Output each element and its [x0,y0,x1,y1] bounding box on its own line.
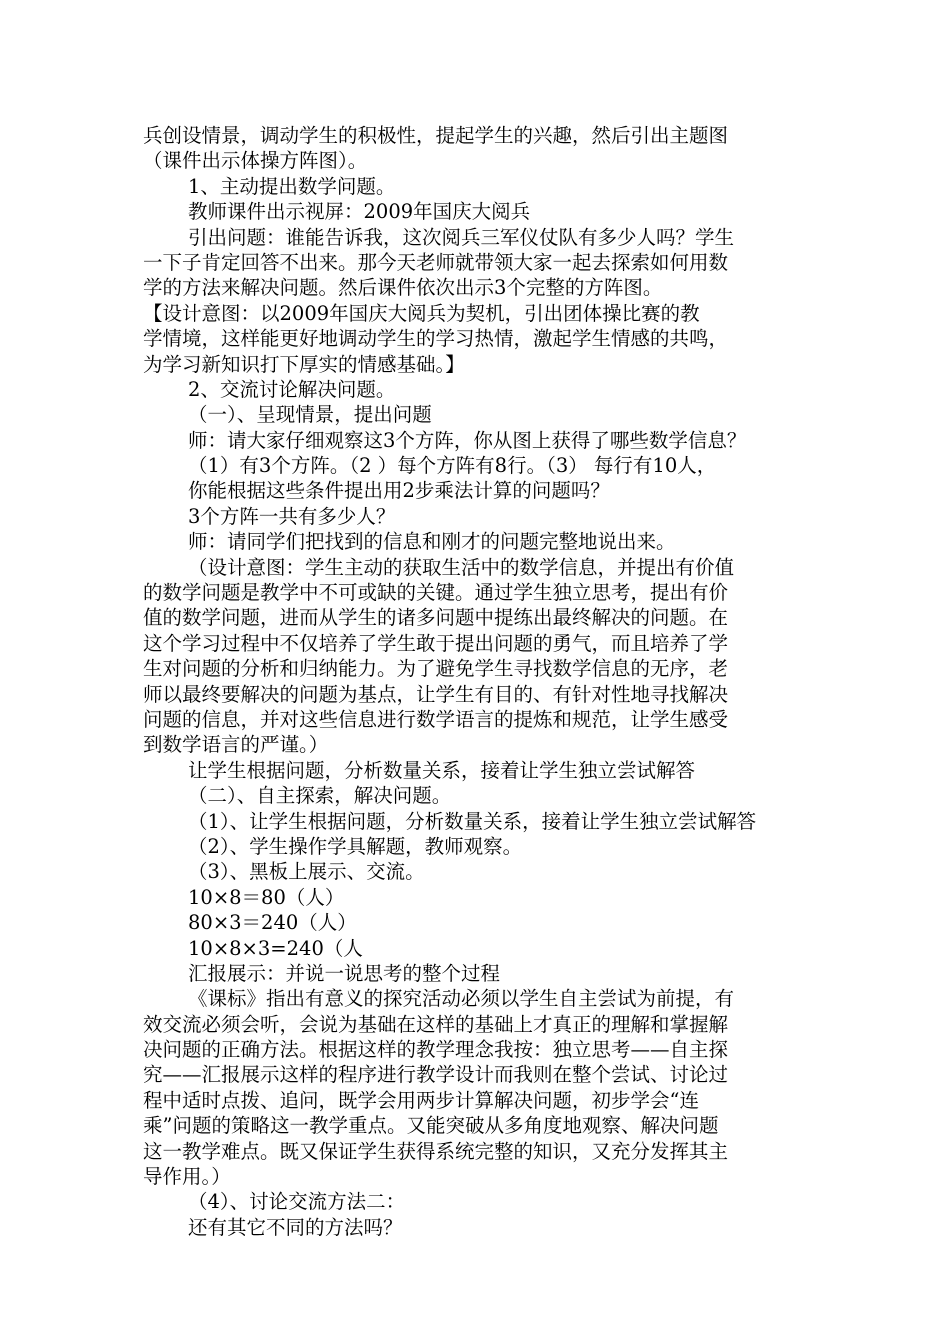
text-line: 你能根据这些条件提出用2步乘法计算的问题吗？ [188,479,610,503]
text-line: 《课标》指出有意义的探究活动必须以学生自主尝试为前提，有 [188,987,735,1011]
text-line: （3）、黑板上展示、交流。 [188,860,425,884]
document-body [143,123,818,1240]
text-line: 10×8＝80（人） [188,885,345,909]
text-line: 究——汇报展示这样的程序进行教学设计而我则在整个尝试、讨论过 [143,1063,729,1087]
text-line: 值的数学问题，进而从学生的诸多问题中提练出最终解决的问题。在 [143,606,729,630]
text-line: （1）有3个方阵。（2 ）每个方阵有8行。（3） 每行有10人， [188,454,717,478]
text-line: 3个方阵一共有多少人？ [188,504,396,528]
text-line: 80×3＝240（人） [188,911,357,935]
text-line: 这个学习过程中不仅培养了学生敢于提出问题的勇气，而且培养了学 [143,631,729,655]
text-line: 学情境，这样能更好地调动学生的学习热情，激起学生情感的共鸣， [143,327,729,351]
text-line: 兵创设情景，调动学生的积极性，提起学生的兴趣，然后引出主题图 [143,124,729,147]
text-line: 问题的信息，并对这些信息进行数学语言的提炼和规范，让学生感受 [143,707,729,731]
text-line: （设计意图：学生主动的获取生活中的数学信息，并提出有价值 [188,555,735,579]
text-line: 还有其它不同的方法吗？ [188,1215,403,1239]
text-line: 乘”问题的策略这一教学重点。又能突破从多角度地观察、解决问题 [143,1114,719,1138]
text-line: 10×8×3=240（人 [188,936,363,960]
text-line: （1）、让学生根据问题，分析数量关系，接着让学生独立尝试解答 [188,809,757,833]
text-line: 为学习新知识打下厚实的情感基础。】 [143,352,465,376]
text-line: （4）、讨论交流方法二： [188,1190,406,1214]
text-line: （课件出示体操方阵图）。 [143,149,368,173]
text-line: 教师课件出示视屏：2009年国庆大阅兵 [188,200,531,224]
text-line: 师以最终要解决的问题为基点，让学生有目的、有针对性地寻找解决 [143,682,729,706]
text-line: 引出问题：谁能告诉我，这次阅兵三军仪仗队有多少人吗？学生 [188,225,735,249]
text-line: （二）、自主探索，解决问题。 [188,784,452,808]
text-line: （2）、学生操作学具解题，教师观察。 [188,834,523,858]
text-line: 让学生根据问题，分析数量关系，接着让学生独立尝试解答 [188,758,696,782]
text-line: （一）、呈现情景，提出问题 [188,403,432,427]
text-line: 师：请同学们把找到的信息和刚才的问题完整地说出来。 [188,530,676,554]
text-line: 导作用。） [143,1165,231,1189]
text-line: 生对问题的分析和归纳能力。为了避免学生寻找数学信息的无序，老 [143,657,729,681]
text-line: 学的方法来解决问题。然后课件依次出示3个完整的方阵图。 [143,276,663,300]
text-line: 1、主动提出数学问题。 [188,174,396,198]
text-line: 的数学问题是教学中不可或缺的关键。通过学生独立思考，提出有价 [143,581,729,605]
text-line: 决问题的正确方法。根据这样的教学理念我按：独立思考——自主探 [143,1038,729,1062]
text-line: 一下子肯定回答不出来。那今天老师就带领大家一起去探索如何用数 [143,250,729,274]
text-line: 【设计意图：以2009年国庆大阅兵为契机，引出团体操比赛的教 [143,301,700,325]
text-line: 到数学语言的严谨。） [143,733,329,757]
text-line: 汇报展示：并说一说思考的整个过程 [188,961,501,985]
text-line: 程中适时点拨、追问，既学会用两步计算解决问题，初步学会“连 [143,1088,699,1112]
text-line: 师：请大家仔细观察这3个方阵，你从图上获得了哪些数学信息？ [188,428,747,452]
text-line: 这一教学难点。既又保证学生获得系统完整的知识，又充分发挥其主 [143,1139,729,1163]
text-line: 效交流必须会听，会说为基础在这样的基础上才真正的理解和掌握解 [143,1012,729,1036]
text-line: 2、交流讨论解决问题。 [188,377,396,401]
